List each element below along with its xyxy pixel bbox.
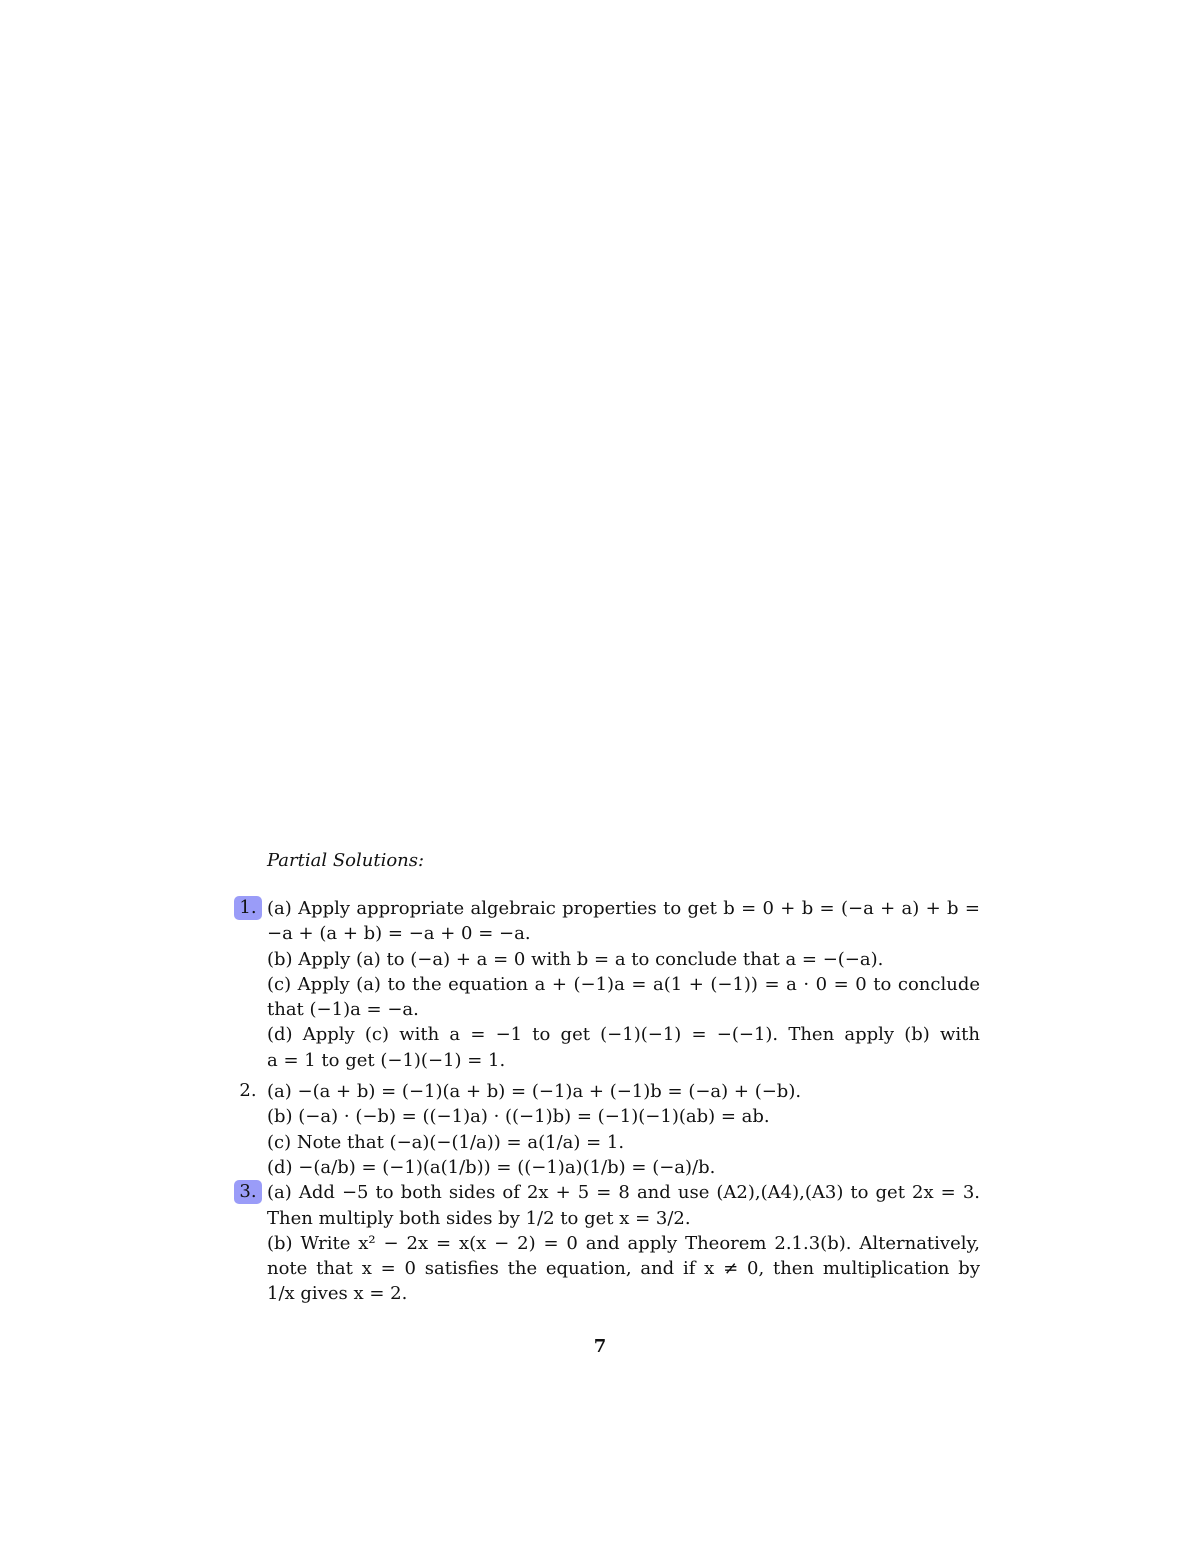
text-line: (d) −(a/b) = (−1)(a(1/b)) = ((−1)a)(1/b) = (−a)/b. xyxy=(267,1156,716,1178)
text-line: Then multiply both sides by 1/2 to get x = 3/2. xyxy=(267,1207,691,1229)
list-item-1 xyxy=(234,896,980,1073)
text-line: 1/x gives x = 2. xyxy=(267,1283,408,1305)
text-line: −a + (a + b) = −a + 0 = −a. xyxy=(267,923,531,945)
solutions-list xyxy=(234,896,980,1307)
item-number-3[interactable]: 3. xyxy=(234,1180,262,1204)
text-line: (d) Apply (c) with a = −1 to get (−1)(−1) = −(−1). Then apply (b) with xyxy=(267,1024,980,1046)
list-item-3 xyxy=(234,1180,980,1306)
text-line: (a) −(a + b) = (−1)(a + b) = (−1)a + (−1)b = (−a) + (−b). xyxy=(267,1081,802,1103)
text-line: (a) Add −5 to both sides of 2x + 5 = 8 and use (A2),(A4),(A3) to get 2x = 3. xyxy=(267,1182,980,1204)
page-number: 7 xyxy=(593,1336,607,1357)
text-line: note that x = 0 satisfies the equation, and if x ≠ 0, then multiplication by xyxy=(267,1258,980,1280)
text-line: a = 1 to get (−1)(−1) = 1. xyxy=(267,1049,506,1071)
text-line: (a) Apply appropriate algebraic properties to get b = 0 + b = (−a + a) + b = xyxy=(267,898,980,919)
list-item-2 xyxy=(234,1079,980,1180)
text-line: (b) Write x² − 2x = x(x − 2) = 0 and apply Theorem 2.1.3(b). Alternatively, xyxy=(267,1232,980,1254)
text-line: (b) Apply (a) to (−a) + a = 0 with b = a to conclude that a = −(−a). xyxy=(267,948,884,970)
text-line: (c) Note that (−a)(−(1/a)) = a(1/a) = 1. xyxy=(267,1131,625,1153)
text-line: (b) (−a) · (−b) = ((−1)a) · ((−1)b) = (−1)(−1)(ab) = ab. xyxy=(267,1106,770,1128)
item-number-1[interactable]: 1. xyxy=(234,896,262,920)
text-line: that (−1)a = −a. xyxy=(267,999,419,1021)
text-line: (c) Apply (a) to the equation a + (−1)a = a(1 + (−1)) = a · 0 = 0 to conclude xyxy=(267,973,980,995)
item-number-2: 2. xyxy=(239,1080,257,1102)
section-heading: Partial Solutions: xyxy=(267,850,425,871)
